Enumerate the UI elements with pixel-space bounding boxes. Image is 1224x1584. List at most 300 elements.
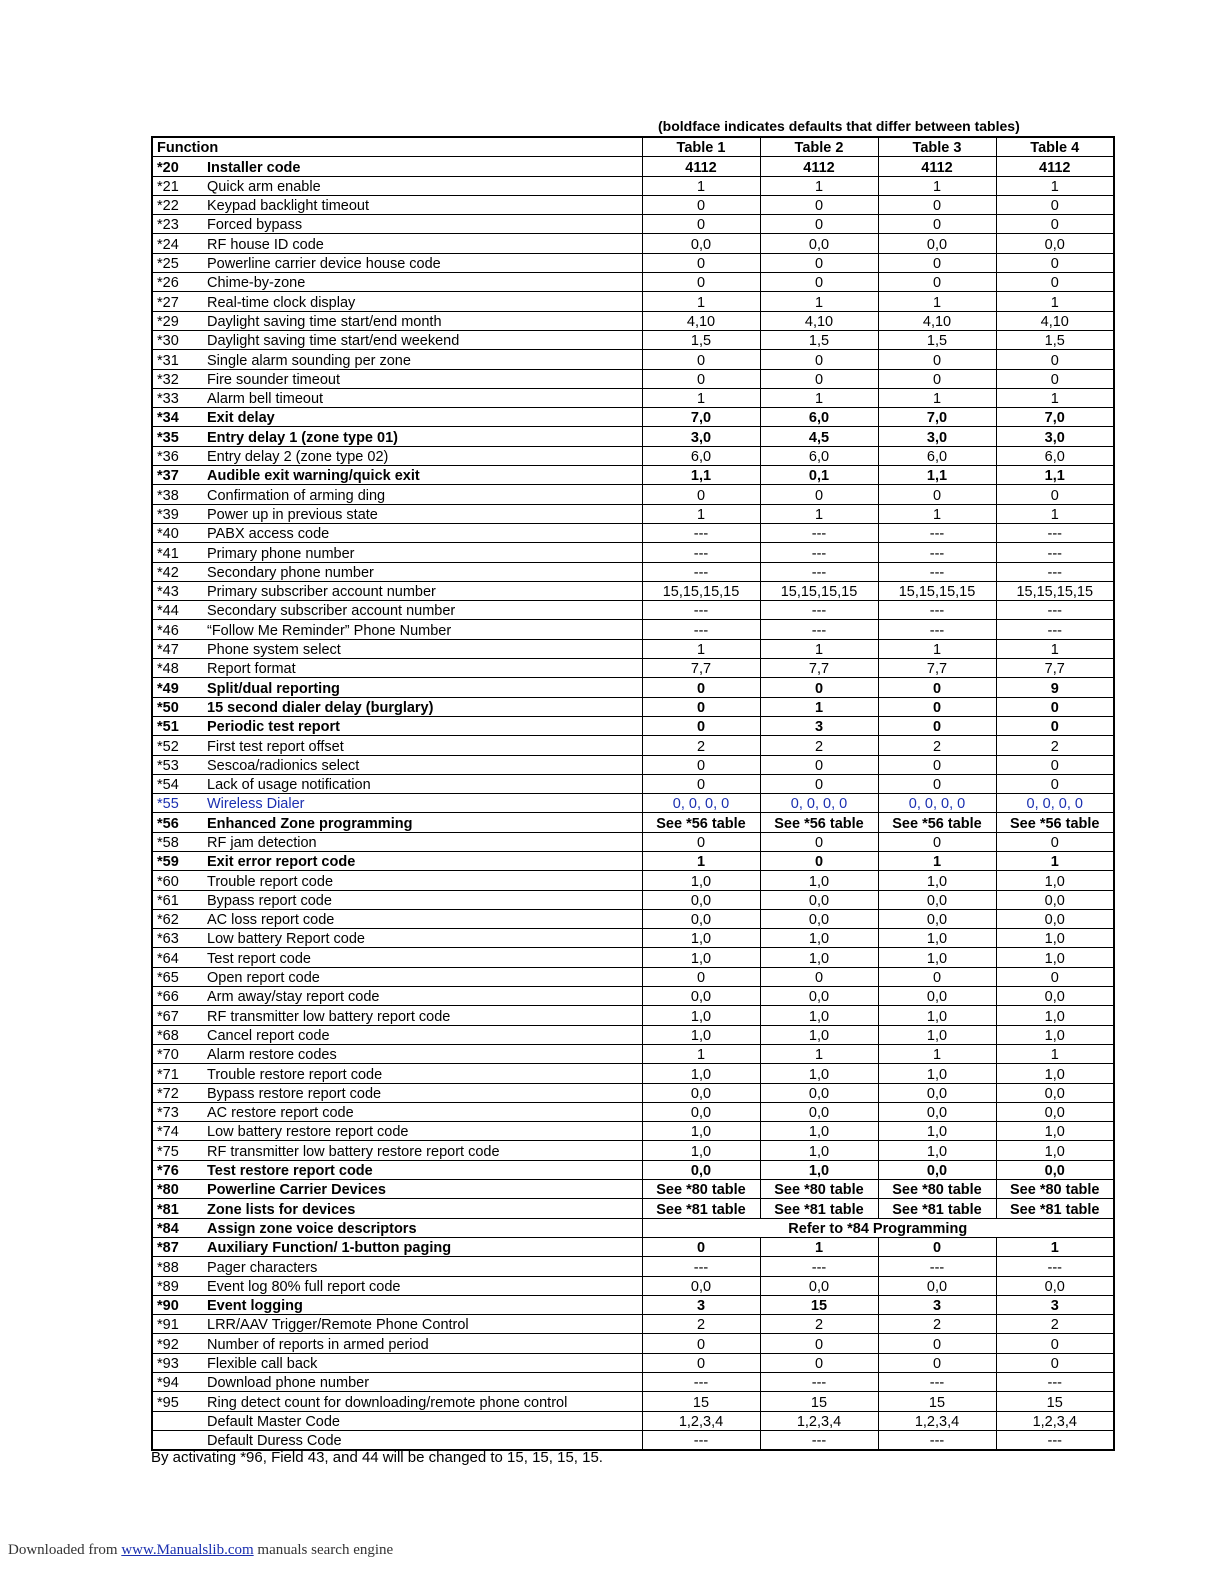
table-row [152, 1083, 1114, 1102]
value-table-4: 1,0 [996, 871, 1114, 890]
value-table-2: 7,7 [760, 659, 878, 678]
value-table-3: 1 [878, 1044, 996, 1063]
value-table-3: 1,0 [878, 1006, 996, 1025]
value-table-1: 15,15,15,15 [642, 581, 760, 600]
value-table-1: 0 [642, 678, 760, 697]
function-cell [152, 215, 642, 234]
function-cell [152, 1122, 642, 1141]
function-cell [152, 967, 642, 986]
value-table-1: 1 [642, 176, 760, 195]
value-table-2: 1,0 [760, 948, 878, 967]
function-cell [152, 388, 642, 407]
value-table-1: 3 [642, 1295, 760, 1314]
value-table-2: 1,5 [760, 330, 878, 349]
function-name: Powerline carrier device house code [207, 256, 441, 273]
function-cell [152, 485, 642, 504]
value-table-1: 1,2,3,4 [642, 1411, 760, 1430]
function-code: *22 [157, 198, 179, 215]
value-table-2: --- [760, 1430, 878, 1450]
value-table-1: 1,0 [642, 948, 760, 967]
table-row [152, 890, 1114, 909]
value-table-1: 0,0 [642, 909, 760, 928]
value-table-2: 1 [760, 504, 878, 523]
value-table-1: --- [642, 543, 760, 562]
table-row [152, 1276, 1114, 1295]
table-row [152, 1141, 1114, 1160]
function-code: *73 [157, 1105, 179, 1122]
value-table-1: 0,0 [642, 234, 760, 253]
value-table-4: 1,0 [996, 948, 1114, 967]
value-table-4: 0 [996, 253, 1114, 272]
value-table-3: 0 [878, 678, 996, 697]
value-table-3: --- [878, 562, 996, 581]
function-name: Power up in previous state [207, 506, 378, 523]
value-table-3: 15 [878, 1392, 996, 1411]
function-name: Real-time clock display [207, 294, 356, 311]
value-table-4: 1,0 [996, 1141, 1114, 1160]
function-name: First test report offset [207, 738, 344, 755]
function-name: RF transmitter low battery restore report code [207, 1143, 500, 1160]
function-name: Trouble report code [207, 873, 334, 890]
value-table-2: 0,0 [760, 909, 878, 928]
value-table-4: 0 [996, 716, 1114, 735]
header-table-4: Table 4 [996, 137, 1114, 157]
value-table-3: 2 [878, 736, 996, 755]
table-row [152, 1199, 1114, 1218]
function-cell [152, 716, 642, 735]
value-table-2: --- [760, 620, 878, 639]
table-row [152, 1180, 1114, 1199]
function-cell [152, 832, 642, 851]
function-code: *44 [157, 603, 179, 620]
value-table-2: 0 [760, 253, 878, 272]
function-name: Event logging [207, 1298, 303, 1315]
function-cell [152, 350, 642, 369]
function-cell [152, 1064, 642, 1083]
function-code: *71 [157, 1066, 179, 1083]
value-table-1: 1,5 [642, 330, 760, 349]
value-table-2: 0 [760, 215, 878, 234]
value-table-2: 1,0 [760, 1122, 878, 1141]
value-table-4: 15 [996, 1392, 1114, 1411]
value-table-3: See *81 table [878, 1199, 996, 1218]
value-table-3: 0,0 [878, 1102, 996, 1121]
table-row [152, 466, 1114, 485]
value-table-3: 0 [878, 195, 996, 214]
value-table-3: 0 [878, 215, 996, 234]
table-row [152, 311, 1114, 330]
value-table-1: 0 [642, 1334, 760, 1353]
function-name: Bypass restore report code [207, 1085, 382, 1102]
function-cell [152, 774, 642, 793]
value-table-2: --- [760, 1257, 878, 1276]
table-row [152, 273, 1114, 292]
value-table-3: --- [878, 1373, 996, 1392]
value-table-1: 15 [642, 1392, 760, 1411]
table-row [152, 1025, 1114, 1044]
table-row [152, 736, 1114, 755]
table-row [152, 215, 1114, 234]
function-name: Periodic test report [207, 719, 340, 736]
table-row [152, 1334, 1114, 1353]
table-row [152, 234, 1114, 253]
value-table-4: --- [996, 601, 1114, 620]
function-code: *43 [157, 584, 179, 601]
value-table-3: 0 [878, 716, 996, 735]
value-table-4: 1 [996, 1044, 1114, 1063]
value-table-3: 0 [878, 697, 996, 716]
value-table-1: 0,0 [642, 1083, 760, 1102]
value-table-1: 4112 [642, 157, 760, 176]
function-code: *23 [157, 217, 179, 234]
function-cell [152, 1025, 642, 1044]
value-table-2: See *81 table [760, 1199, 878, 1218]
table-row [152, 774, 1114, 793]
function-cell [152, 408, 642, 427]
function-code: *80 [157, 1182, 179, 1199]
value-table-2: 0 [760, 350, 878, 369]
value-table-4: 1,0 [996, 1064, 1114, 1083]
value-table-4: 0 [996, 485, 1114, 504]
value-table-2: 1,0 [760, 929, 878, 948]
function-code: *48 [157, 661, 179, 678]
table-row [152, 1430, 1114, 1450]
value-table-1: 1,0 [642, 1122, 760, 1141]
value-table-4: 15,15,15,15 [996, 581, 1114, 600]
value-table-3: --- [878, 601, 996, 620]
function-name: Entry delay 2 (zone type 02) [207, 449, 389, 466]
function-code: *61 [157, 892, 179, 909]
function-name: Cancel report code [207, 1027, 330, 1044]
table-row [152, 1392, 1114, 1411]
function-code: *90 [157, 1298, 179, 1315]
value-table-2: 1 [760, 292, 878, 311]
function-name: Flexible call back [207, 1356, 318, 1372]
table-row [152, 987, 1114, 1006]
value-table-3: 1,0 [878, 871, 996, 890]
function-cell [152, 1218, 642, 1237]
value-table-1: 0 [642, 832, 760, 851]
function-code: *52 [157, 738, 179, 755]
value-table-2: 15 [760, 1392, 878, 1411]
function-code: *31 [157, 352, 179, 369]
function-cell [152, 1411, 642, 1430]
value-table-2: 6,0 [760, 408, 878, 427]
value-table-1: 1,0 [642, 871, 760, 890]
value-table-4: --- [996, 1430, 1114, 1450]
value-table-3: 1 [878, 639, 996, 658]
value-table-3: See *56 table [878, 813, 996, 832]
function-code: *53 [157, 757, 179, 774]
value-table-2: 1,0 [760, 1141, 878, 1160]
value-table-4: 1 [996, 504, 1114, 523]
value-table-4: 4,10 [996, 311, 1114, 330]
value-table-4: 6,0 [996, 446, 1114, 465]
value-table-3: 0,0 [878, 987, 996, 1006]
value-table-1: 4,10 [642, 311, 760, 330]
table-row [152, 813, 1114, 832]
value-table-3: 15,15,15,15 [878, 581, 996, 600]
value-table-2: 0 [760, 678, 878, 697]
function-name: Low battery restore report code [207, 1124, 409, 1141]
function-name: Entry delay 1 (zone type 01) [207, 429, 398, 446]
value-table-2: 2 [760, 736, 878, 755]
value-table-3: --- [878, 1430, 996, 1450]
value-table-4: 0 [996, 215, 1114, 234]
table-row [152, 1237, 1114, 1256]
table-row [152, 1218, 1114, 1237]
function-name: RF jam detection [207, 834, 317, 851]
table-row [152, 1315, 1114, 1334]
function-cell [152, 929, 642, 948]
table-row [152, 620, 1114, 639]
function-code: *32 [157, 371, 179, 388]
header-table-2: Table 2 [760, 137, 878, 157]
function-name: Phone system select [207, 642, 341, 659]
value-table-2: 4112 [760, 157, 878, 176]
value-table-4: 1,1 [996, 466, 1114, 485]
value-table-4: 0,0 [996, 987, 1114, 1006]
function-code: *50 [157, 699, 179, 716]
value-table-3: 1,0 [878, 1141, 996, 1160]
function-code: *72 [157, 1085, 179, 1102]
table-row [152, 543, 1114, 562]
function-cell [152, 562, 642, 581]
value-table-1: 0,0 [642, 1276, 760, 1295]
function-name: Bypass report code [207, 892, 332, 909]
function-cell [152, 1044, 642, 1063]
value-table-2: 0 [760, 832, 878, 851]
value-table-1: --- [642, 523, 760, 542]
value-table-1: See *80 table [642, 1180, 760, 1199]
function-code: *26 [157, 275, 179, 292]
value-table-1: 0,0 [642, 1160, 760, 1179]
value-table-1: 0,0 [642, 890, 760, 909]
value-table-1: 1 [642, 1044, 760, 1063]
function-code: *87 [157, 1240, 179, 1257]
function-name: Arm away/stay report code [207, 989, 380, 1006]
value-table-2: 1 [760, 1237, 878, 1256]
value-table-1: --- [642, 1373, 760, 1392]
function-cell [152, 157, 642, 176]
function-code: *93 [157, 1356, 179, 1372]
value-table-1: 0 [642, 195, 760, 214]
function-cell [152, 504, 642, 523]
function-code: *65 [157, 970, 179, 987]
table-row [152, 388, 1114, 407]
download-suffix: manuals search engine [253, 1542, 394, 1558]
function-code: *47 [157, 642, 179, 659]
function-name: Test report code [207, 950, 311, 967]
value-table-3: 0 [878, 1334, 996, 1353]
function-cell [152, 909, 642, 928]
table-header-row [152, 137, 1114, 157]
value-table-2: 0 [760, 774, 878, 793]
function-code: *21 [157, 178, 179, 195]
function-name: Assign zone voice descriptors [207, 1220, 417, 1237]
function-name: Single alarm sounding per zone [207, 352, 411, 369]
function-name: Daylight saving time start/end weekend [207, 333, 460, 350]
value-table-4: 1 [996, 176, 1114, 195]
value-table-2: 1,2,3,4 [760, 1411, 878, 1430]
value-table-1: --- [642, 1257, 760, 1276]
value-table-3: 0 [878, 369, 996, 388]
value-table-3: 0, 0, 0, 0 [878, 794, 996, 813]
function-name: 15 second dialer delay (burglary) [207, 699, 434, 716]
value-table-2: 0 [760, 273, 878, 292]
function-cell [152, 1199, 642, 1218]
function-code: *60 [157, 873, 179, 890]
function-code: *92 [157, 1336, 179, 1353]
function-cell [152, 523, 642, 542]
value-table-1: See *56 table [642, 813, 760, 832]
function-code: *74 [157, 1124, 179, 1141]
value-table-2: 0 [760, 485, 878, 504]
value-table-2: 0,0 [760, 1276, 878, 1295]
value-table-1: 0 [642, 369, 760, 388]
value-table-4: 0 [996, 195, 1114, 214]
function-name: Secondary subscriber account number [207, 603, 456, 620]
value-table-1: 1 [642, 292, 760, 311]
value-table-2: 0,0 [760, 987, 878, 1006]
value-table-3: 1 [878, 851, 996, 870]
function-cell [152, 369, 642, 388]
value-table-4: --- [996, 1257, 1114, 1276]
function-cell [152, 1083, 642, 1102]
value-table-4: 0,0 [996, 1276, 1114, 1295]
value-table-2: 2 [760, 1315, 878, 1334]
value-table-2: 0,1 [760, 466, 878, 485]
value-table-1: --- [642, 562, 760, 581]
value-table-4: 0,0 [996, 1160, 1114, 1179]
function-code: *40 [157, 526, 179, 543]
function-cell [152, 292, 642, 311]
table-note: (boldface indicates defaults that differ between tables) [658, 118, 1020, 134]
value-table-3: 1,0 [878, 1025, 996, 1044]
value-table-4: 1,0 [996, 1006, 1114, 1025]
value-table-3: 0,0 [878, 234, 996, 253]
value-table-4: See *81 table [996, 1199, 1114, 1218]
value-table-4: 1 [996, 851, 1114, 870]
function-name: Confirmation of arming ding [207, 487, 386, 504]
function-cell [152, 1353, 642, 1372]
table-row [152, 330, 1114, 349]
table-row [152, 1353, 1114, 1372]
value-table-4: 0, 0, 0, 0 [996, 794, 1114, 813]
value-table-3: 0 [878, 755, 996, 774]
table-row [152, 1064, 1114, 1083]
function-code: *81 [157, 1201, 179, 1218]
value-table-3: 0 [878, 485, 996, 504]
function-code: *42 [157, 564, 179, 581]
function-code: *75 [157, 1143, 179, 1160]
value-table-1: 1,0 [642, 1064, 760, 1083]
function-cell [152, 736, 642, 755]
value-table-3: --- [878, 523, 996, 542]
function-cell [152, 1295, 642, 1314]
value-table-2: 0 [760, 195, 878, 214]
table-row [152, 1122, 1114, 1141]
value-table-2: 0,0 [760, 1102, 878, 1121]
table-row [152, 485, 1114, 504]
download-banner [8, 1542, 393, 1559]
function-name: Wireless Dialer [207, 796, 305, 813]
table-row [152, 697, 1114, 716]
table-row [152, 408, 1114, 427]
function-code: *36 [157, 449, 179, 466]
value-table-3: 1,0 [878, 1064, 996, 1083]
function-name: Forced bypass [207, 217, 303, 234]
function-name: Open report code [207, 970, 320, 987]
table-row [152, 504, 1114, 523]
value-table-1: 0 [642, 967, 760, 986]
function-name: Fire sounder timeout [207, 371, 340, 388]
function-cell [152, 1334, 642, 1353]
value-table-1: 0 [642, 755, 760, 774]
value-table-1: 1 [642, 851, 760, 870]
table-row [152, 871, 1114, 890]
value-table-4: 1,0 [996, 1025, 1114, 1044]
value-table-2: 0 [760, 1334, 878, 1353]
value-table-4: 0 [996, 350, 1114, 369]
table-row [152, 1257, 1114, 1276]
value-table-4: --- [996, 543, 1114, 562]
function-cell [152, 581, 642, 600]
table-row [152, 157, 1114, 176]
function-code: *35 [157, 429, 179, 446]
value-table-3: 1,5 [878, 330, 996, 349]
value-table-4: 3 [996, 1295, 1114, 1314]
value-table-3: 1,0 [878, 1122, 996, 1141]
value-table-2: 1 [760, 1044, 878, 1063]
table-row [152, 292, 1114, 311]
function-name: RF house ID code [207, 236, 324, 253]
table-row [152, 1044, 1114, 1063]
value-table-1: 2 [642, 736, 760, 755]
function-cell [152, 794, 642, 813]
value-table-4: 7,7 [996, 659, 1114, 678]
function-name: Download phone number [207, 1375, 370, 1392]
value-table-1: 0 [642, 350, 760, 369]
value-table-3: 0,0 [878, 909, 996, 928]
function-name: Alarm bell timeout [207, 391, 324, 408]
value-table-3: 0 [878, 1237, 996, 1256]
value-table-2: --- [760, 562, 878, 581]
value-table-1: --- [642, 1430, 760, 1450]
function-code: *41 [157, 545, 179, 562]
table-row [152, 523, 1114, 542]
function-cell [152, 639, 642, 658]
function-code: *66 [157, 989, 179, 1006]
value-table-1: 0 [642, 774, 760, 793]
table-row [152, 716, 1114, 735]
function-cell [152, 1392, 642, 1411]
value-table-3: 0 [878, 832, 996, 851]
value-table-3: 1 [878, 292, 996, 311]
function-cell [152, 446, 642, 465]
function-cell [152, 466, 642, 485]
table-row [152, 639, 1114, 658]
manualslib-link[interactable]: www.Manualslib.com [121, 1542, 254, 1558]
function-name: Default Duress Code [207, 1433, 342, 1450]
value-table-3: 0 [878, 253, 996, 272]
value-table-2: 1,0 [760, 1064, 878, 1083]
function-code: *95 [157, 1394, 179, 1411]
value-table-2: 6,0 [760, 446, 878, 465]
value-table-3: 1,1 [878, 466, 996, 485]
function-code: *84 [157, 1220, 179, 1237]
value-table-3: 1 [878, 504, 996, 523]
